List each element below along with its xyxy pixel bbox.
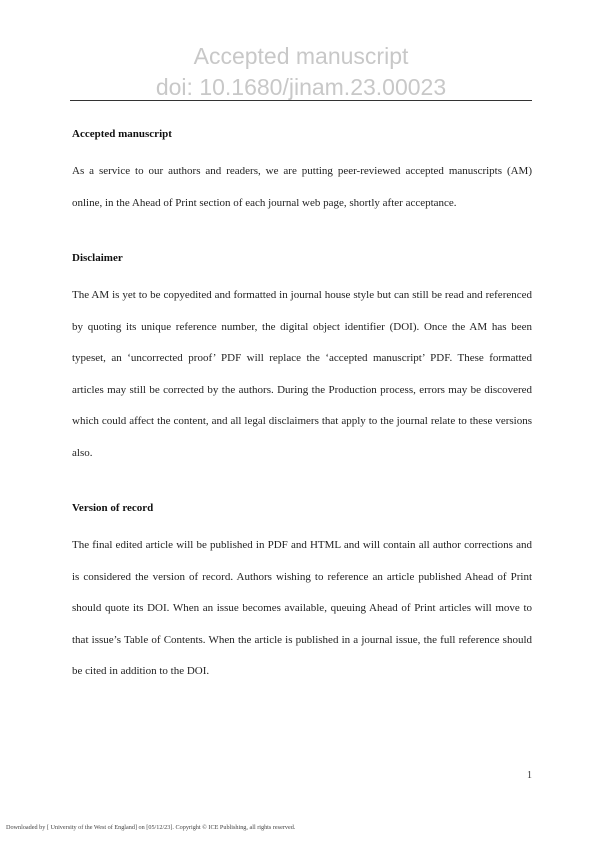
header-divider (70, 100, 532, 101)
section-body: The final edited article will be published in PDF and HTML and will contain all author corrections and is considered the version of record. Authors wishing to reference an article published Ahead of Print should quote its DOI. When an issue becomes available, queuing Ahead of Print articles will move to that issue’s Table of Contents. When the article is published in a journal issue, the full reference should be cited in addition to the DOI. (72, 539, 532, 678)
header-doi: doi: 10.1680/jinam.23.00023 (155, 74, 447, 100)
page-number: 1 (527, 770, 532, 781)
section-accepted-manuscript (72, 127, 532, 219)
download-footer: Downloaded by [ University of the West of England] on [05/12/23]. Copyright © ICE Publishing, all rights reserved. (6, 824, 296, 831)
section-heading: Disclaimer (72, 252, 123, 264)
section-body: The AM is yet to be copyedited and formatted in journal house style but can still be read and referenced by quoting its unique reference number, the digital object identifier (DOI). Once the AM has been typeset, an ‘uncorrected proof’ PDF will replace the ‘accepted manuscript’ PDF. These formatted articles may still be corrected by the authors. During the Production process, errors may be discovered which could affect the content, and all legal disclaimers that apply to the journal relate to these versions also. (72, 289, 532, 459)
section-disclaimer (72, 251, 532, 470)
header-title: Accepted manuscript (193, 43, 409, 69)
section-heading: Version of record (72, 502, 154, 514)
section-heading: Accepted manuscript (72, 128, 172, 140)
section-version-of-record (72, 501, 532, 688)
section-body: As a service to our authors and readers, we are putting peer-reviewed accepted manuscripts (AM) online, in the Ahead of Print section of each journal web page, shortly after acceptance. (72, 165, 532, 209)
